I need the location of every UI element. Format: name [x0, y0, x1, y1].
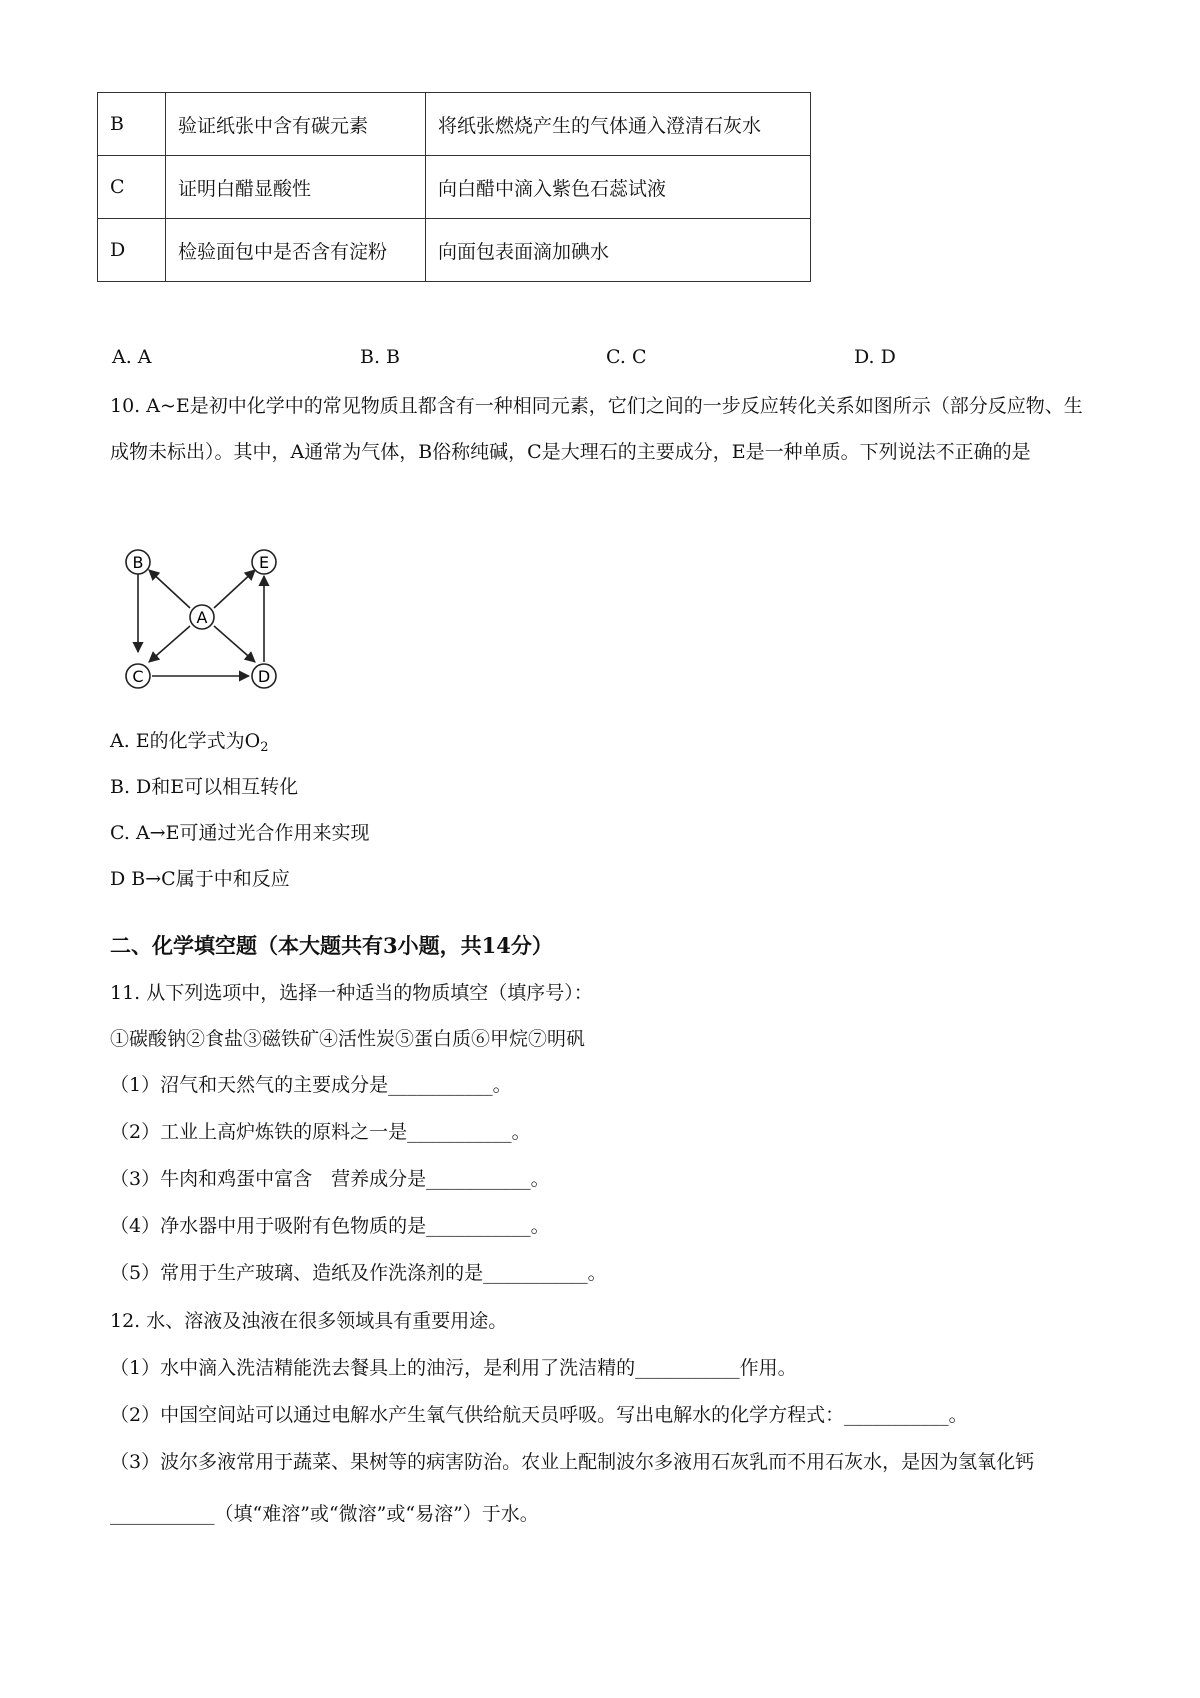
q12-item: （1）水中滴入洗洁精能洗去餐具上的油污，是利用了洗洁精的___________作用。 [110, 1357, 797, 1379]
q11-item: （1）沼气和天然气的主要成分是___________。 [110, 1074, 512, 1096]
option-a-text: A. E的化学式为O [110, 730, 261, 752]
node-c [126, 664, 150, 688]
row-letter: B [98, 93, 166, 156]
row-letter: C [98, 156, 166, 219]
q10-option-c: C. A→E可通过光合作用来实现 [110, 822, 370, 844]
q11-item: （5）常用于生产玻璃、造纸及作洗涤剂的是___________。 [110, 1262, 607, 1284]
table-row [98, 93, 811, 156]
q11-item: （3）牛肉和鸡蛋中富含 营养成分是___________。 [110, 1168, 550, 1190]
subscript: 2 [260, 740, 269, 755]
q11-item: （2）工业上高炉炼铁的原料之一是___________。 [110, 1121, 531, 1143]
q12-stem: 12. 水、溶液及浊液在很多领域具有重要用途。 [110, 1310, 508, 1332]
section-heading: 二、化学填空题（本大题共有3小题，共14分） [110, 933, 553, 958]
svg-text:C: C [132, 667, 144, 686]
row-purpose: 验证纸张中含有碳元素 [166, 93, 426, 156]
row-method: 将纸张燃烧产生的气体通入澄清石灰水 [426, 93, 811, 156]
choice-a: A. A [112, 346, 152, 368]
arrow-a-to-d [214, 626, 255, 662]
table-row [98, 219, 811, 282]
node-b [126, 550, 150, 574]
svg-text:E: E [258, 553, 270, 572]
arrow-a-to-e [214, 570, 255, 608]
svg-text:A: A [196, 608, 208, 627]
q12-item: （2）中国空间站可以通过电解水产生氧气供给航天员呼吸。写出电解水的化学方程式：___________。 [110, 1404, 968, 1426]
q9-choices [112, 346, 912, 374]
experiment-options-table [97, 92, 811, 282]
row-purpose: 证明白醋显酸性 [166, 156, 426, 219]
q10-option-d: D B→C属于中和反应 [110, 868, 290, 890]
q10-stem: 10. A~E是初中化学中的常见物质且都含有一种相同元素，它们之间的一步反应转化关系如图所示（部分反应物、生成物未标出）。其中，A通常为气体，B俗称纯碱，C是大理石的主要成分，E是一种单质。下列说法不正确的是 [110, 395, 1083, 463]
row-purpose: 检验面包中是否含有淀粉 [166, 219, 426, 282]
q11-options: ①碳酸钠②食盐③磁铁矿④活性炭⑤蛋白质⑥甲烷⑦明矾 [110, 1028, 586, 1050]
q10-option-b: B. D和E可以相互转化 [110, 776, 299, 798]
reaction-diagram [116, 540, 286, 692]
table-row [98, 156, 811, 219]
choice-b: B. B [360, 346, 401, 368]
arrow-a-to-b [149, 570, 190, 608]
svg-text:B: B [132, 553, 144, 572]
arrow-a-to-c [149, 626, 190, 662]
row-letter: D [98, 219, 166, 282]
node-d [252, 664, 276, 688]
row-method: 向白醋中滴入紫色石蕊试液 [426, 156, 811, 219]
choice-c: C. C [606, 346, 647, 368]
q12-item: （3）波尔多液常用于蔬菜、果树等的病害防治。农业上配制波尔多液用石灰乳而不用石灰水，是因为氢氧化钙___________（填“难溶”或“微溶”或“易溶”）于水。 [110, 1451, 1035, 1525]
node-a [190, 605, 214, 629]
node-e [252, 550, 276, 574]
row-method: 向面包表面滴加碘水 [426, 219, 811, 282]
svg-text:D: D [257, 667, 271, 686]
q11-stem: 11. 从下列选项中，选择一种适当的物质填空（填序号）： [110, 982, 593, 1004]
q10-option-a [110, 726, 269, 755]
q11-item: （4）净水器中用于吸附有色物质的是___________。 [110, 1215, 550, 1237]
choice-d: D. D [854, 346, 896, 368]
